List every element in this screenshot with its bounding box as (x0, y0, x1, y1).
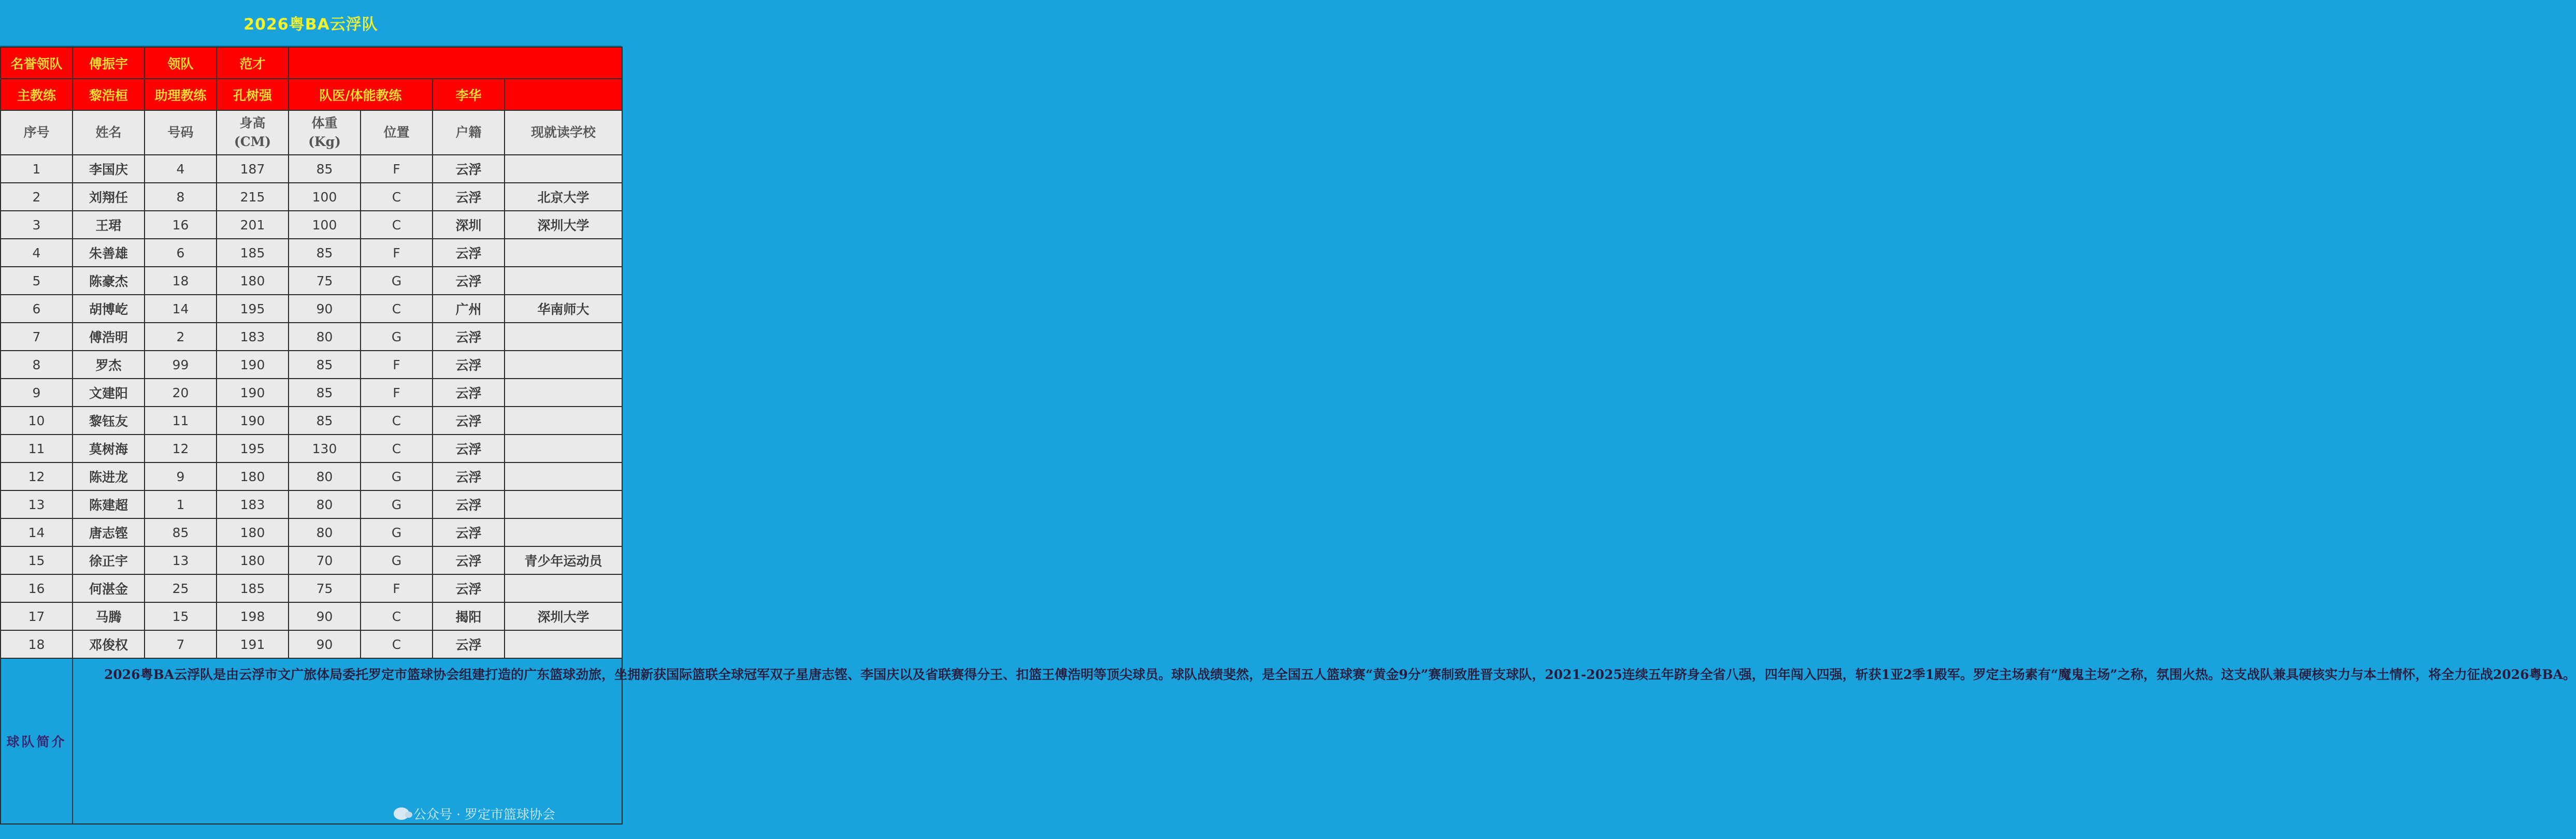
cell-name: 徐正宇 (73, 546, 145, 574)
cell-position: G (361, 267, 433, 295)
cell-height: 190 (217, 379, 289, 407)
cell-index: 8 (1, 351, 73, 379)
cell-school: 青少年运动员 (505, 546, 622, 574)
cell-name: 黎钰友 (73, 407, 145, 435)
cell-name: 马腾 (73, 602, 145, 630)
staff-cell: 助理教练 (145, 79, 217, 110)
cell-weight: 80 (289, 462, 361, 490)
cell-weight: 85 (289, 239, 361, 267)
cell-school: 北京大学 (505, 183, 622, 211)
cell-school (505, 267, 622, 295)
cell-school (505, 351, 622, 379)
table-row (1, 602, 622, 630)
cell-school (505, 490, 622, 518)
cell-height: 180 (217, 267, 289, 295)
cell-position: C (361, 183, 433, 211)
cell-weight: 85 (289, 351, 361, 379)
roster-table (0, 47, 2576, 824)
table-row (1, 351, 622, 379)
cell-weight: 80 (289, 323, 361, 351)
header-weight: 体重 (Kg) (289, 110, 361, 155)
title-bar (0, 0, 622, 47)
cell-origin: 广州 (433, 295, 505, 323)
cell-position: F (361, 574, 433, 602)
table-row (1, 183, 622, 211)
cell-height: 180 (217, 518, 289, 546)
staff-row (1, 47, 622, 79)
cell-position: F (361, 155, 433, 183)
cell-number: 4 (145, 155, 217, 183)
header-position: 位置 (361, 110, 433, 155)
cell-index: 14 (1, 518, 73, 546)
cell-index: 10 (1, 407, 73, 435)
cell-position: G (361, 546, 433, 574)
cell-weight: 90 (289, 630, 361, 658)
cell-origin: 云浮 (433, 435, 505, 462)
table-row (1, 490, 622, 518)
table-row (1, 211, 622, 239)
cell-height: 187 (217, 155, 289, 183)
cell-number: 25 (145, 574, 217, 602)
cell-height: 183 (217, 490, 289, 518)
cell-number: 13 (145, 546, 217, 574)
cell-position: G (361, 490, 433, 518)
cell-name: 陈进龙 (73, 462, 145, 490)
cell-weight: 130 (289, 435, 361, 462)
cell-origin: 深圳 (433, 211, 505, 239)
staff-cell: 名誉领队 (1, 47, 73, 79)
cell-position: C (361, 407, 433, 435)
cell-number: 20 (145, 379, 217, 407)
wechat-icon (394, 807, 409, 820)
cell-position: F (361, 379, 433, 407)
watermark (394, 804, 555, 823)
cell-position: G (361, 518, 433, 546)
table-row (1, 518, 622, 546)
cell-number: 85 (145, 518, 217, 546)
cell-index: 18 (1, 630, 73, 658)
cell-number: 18 (145, 267, 217, 295)
cell-origin: 云浮 (433, 630, 505, 658)
cell-position: C (361, 602, 433, 630)
cell-name: 朱善雄 (73, 239, 145, 267)
cell-position: F (361, 239, 433, 267)
cell-number: 8 (145, 183, 217, 211)
table-header-row (1, 110, 622, 155)
cell-school (505, 462, 622, 490)
cell-name: 李国庆 (73, 155, 145, 183)
cell-number: 6 (145, 239, 217, 267)
cell-weight: 75 (289, 267, 361, 295)
cell-number: 7 (145, 630, 217, 658)
cell-height: 195 (217, 295, 289, 323)
header-number: 号码 (145, 110, 217, 155)
header-origin: 户籍 (433, 110, 505, 155)
page-title: 2026粤BA云浮队 (243, 16, 378, 34)
cell-weight: 80 (289, 518, 361, 546)
intro-text: 2026粤BA云浮队是由云浮市文广旅体局委托罗定市篮球协会组建打造的广东篮球劲旅，坐拥新获国际篮联全球冠军双子星唐志铿、李国庆以及省联赛得分王、扣篮王傅浩明等顶尖球员。球队战绩斐然，是全国五人篮球赛“黄金9分”赛制致胜晋支球队，2021-2025连续五年跻身全省八强，四年闯入四强，斩获1亚2季1殿军。罗定主场素有“魔鬼主场”之称，氛围火热。这支战队兼具硬核实力与本土情怀，将全力征战2026粤BA。 (73, 658, 622, 824)
cell-height: 190 (217, 351, 289, 379)
cell-name: 唐志铿 (73, 518, 145, 546)
staff-cell: 李华 (433, 79, 505, 110)
staff-cell-empty (289, 47, 622, 79)
cell-position: G (361, 462, 433, 490)
header-school: 现就读学校 (505, 110, 622, 155)
cell-weight: 75 (289, 574, 361, 602)
cell-weight: 85 (289, 407, 361, 435)
cell-school: 华南师大 (505, 295, 622, 323)
cell-origin: 云浮 (433, 490, 505, 518)
cell-origin: 云浮 (433, 323, 505, 351)
cell-school (505, 518, 622, 546)
cell-index: 17 (1, 602, 73, 630)
cell-weight: 70 (289, 546, 361, 574)
cell-school (505, 435, 622, 462)
cell-school (505, 155, 622, 183)
cell-origin: 云浮 (433, 546, 505, 574)
table-row (1, 630, 622, 658)
watermark-text: 公众号 · 罗定市篮球协会 (413, 807, 555, 822)
intro-label: 球队简介 (6, 734, 67, 749)
table-row (1, 239, 622, 267)
cell-origin: 云浮 (433, 407, 505, 435)
cell-origin: 云浮 (433, 267, 505, 295)
table-row (1, 435, 622, 462)
cell-index: 4 (1, 239, 73, 267)
cell-index: 2 (1, 183, 73, 211)
cell-school (505, 239, 622, 267)
cell-height: 185 (217, 574, 289, 602)
staff-cell: 队医/体能教练 (289, 79, 433, 110)
staff-cell: 范才 (217, 47, 289, 79)
staff-cell: 傅振宇 (73, 47, 145, 79)
table-row (1, 407, 622, 435)
cell-name: 何湛金 (73, 574, 145, 602)
cell-index: 9 (1, 379, 73, 407)
cell-weight: 85 (289, 155, 361, 183)
cell-name: 邓俊权 (73, 630, 145, 658)
cell-name: 罗杰 (73, 351, 145, 379)
table-row (1, 379, 622, 407)
cell-origin: 揭阳 (433, 602, 505, 630)
cell-origin: 云浮 (433, 155, 505, 183)
cell-weight: 90 (289, 602, 361, 630)
cell-school (505, 630, 622, 658)
cell-number: 12 (145, 435, 217, 462)
cell-position: F (361, 351, 433, 379)
header-index: 序号 (1, 110, 73, 155)
table-row (1, 155, 622, 183)
cell-number: 11 (145, 407, 217, 435)
cell-index: 12 (1, 462, 73, 490)
cell-height: 183 (217, 323, 289, 351)
table-row (1, 574, 622, 602)
cell-number: 99 (145, 351, 217, 379)
cell-index: 1 (1, 155, 73, 183)
cell-school: 深圳大学 (505, 602, 622, 630)
cell-index: 7 (1, 323, 73, 351)
cell-height: 201 (217, 211, 289, 239)
cell-weight: 100 (289, 211, 361, 239)
cell-weight: 85 (289, 379, 361, 407)
staff-cell: 孔树强 (217, 79, 289, 110)
cell-height: 191 (217, 630, 289, 658)
cell-name: 文建阳 (73, 379, 145, 407)
table-row (1, 323, 622, 351)
intro-label-cell (1, 658, 73, 824)
cell-number: 2 (145, 323, 217, 351)
cell-origin: 云浮 (433, 574, 505, 602)
cell-position: C (361, 435, 433, 462)
cell-index: 6 (1, 295, 73, 323)
cell-index: 15 (1, 546, 73, 574)
staff-cell: 黎浩桓 (73, 79, 145, 110)
cell-name: 王珺 (73, 211, 145, 239)
cell-position: C (361, 295, 433, 323)
cell-origin: 云浮 (433, 351, 505, 379)
cell-school (505, 407, 622, 435)
cell-number: 15 (145, 602, 217, 630)
cell-position: G (361, 323, 433, 351)
cell-weight: 80 (289, 490, 361, 518)
cell-school (505, 574, 622, 602)
cell-school: 深圳大学 (505, 211, 622, 239)
cell-number: 14 (145, 295, 217, 323)
cell-name: 傅浩明 (73, 323, 145, 351)
cell-origin: 云浮 (433, 462, 505, 490)
cell-weight: 90 (289, 295, 361, 323)
cell-origin: 云浮 (433, 183, 505, 211)
cell-height: 198 (217, 602, 289, 630)
table-row (1, 295, 622, 323)
cell-origin: 云浮 (433, 239, 505, 267)
table-row (1, 462, 622, 490)
table-row (1, 267, 622, 295)
cell-name: 莫树海 (73, 435, 145, 462)
cell-index: 13 (1, 490, 73, 518)
cell-position: C (361, 211, 433, 239)
cell-origin: 云浮 (433, 379, 505, 407)
staff-row (1, 79, 622, 110)
cell-index: 11 (1, 435, 73, 462)
cell-height: 185 (217, 239, 289, 267)
cell-number: 9 (145, 462, 217, 490)
cell-position: C (361, 630, 433, 658)
cell-index: 3 (1, 211, 73, 239)
cell-index: 16 (1, 574, 73, 602)
cell-height: 195 (217, 435, 289, 462)
cell-school (505, 379, 622, 407)
cell-school (505, 323, 622, 351)
header-name: 姓名 (73, 110, 145, 155)
table-row (1, 546, 622, 574)
cell-name: 胡博屹 (73, 295, 145, 323)
cell-origin: 云浮 (433, 518, 505, 546)
cell-number: 1 (145, 490, 217, 518)
cell-name: 刘翔任 (73, 183, 145, 211)
cell-name: 陈豪杰 (73, 267, 145, 295)
cell-weight: 100 (289, 183, 361, 211)
cell-height: 190 (217, 407, 289, 435)
cell-height: 180 (217, 546, 289, 574)
header-height: 身高 (CM) (217, 110, 289, 155)
staff-cell: 主教练 (1, 79, 73, 110)
intro-row (1, 658, 622, 824)
cell-name: 陈建超 (73, 490, 145, 518)
cell-number: 16 (145, 211, 217, 239)
cell-index: 5 (1, 267, 73, 295)
staff-cell-empty (505, 79, 622, 110)
cell-height: 215 (217, 183, 289, 211)
staff-cell: 领队 (145, 47, 217, 79)
cell-height: 180 (217, 462, 289, 490)
